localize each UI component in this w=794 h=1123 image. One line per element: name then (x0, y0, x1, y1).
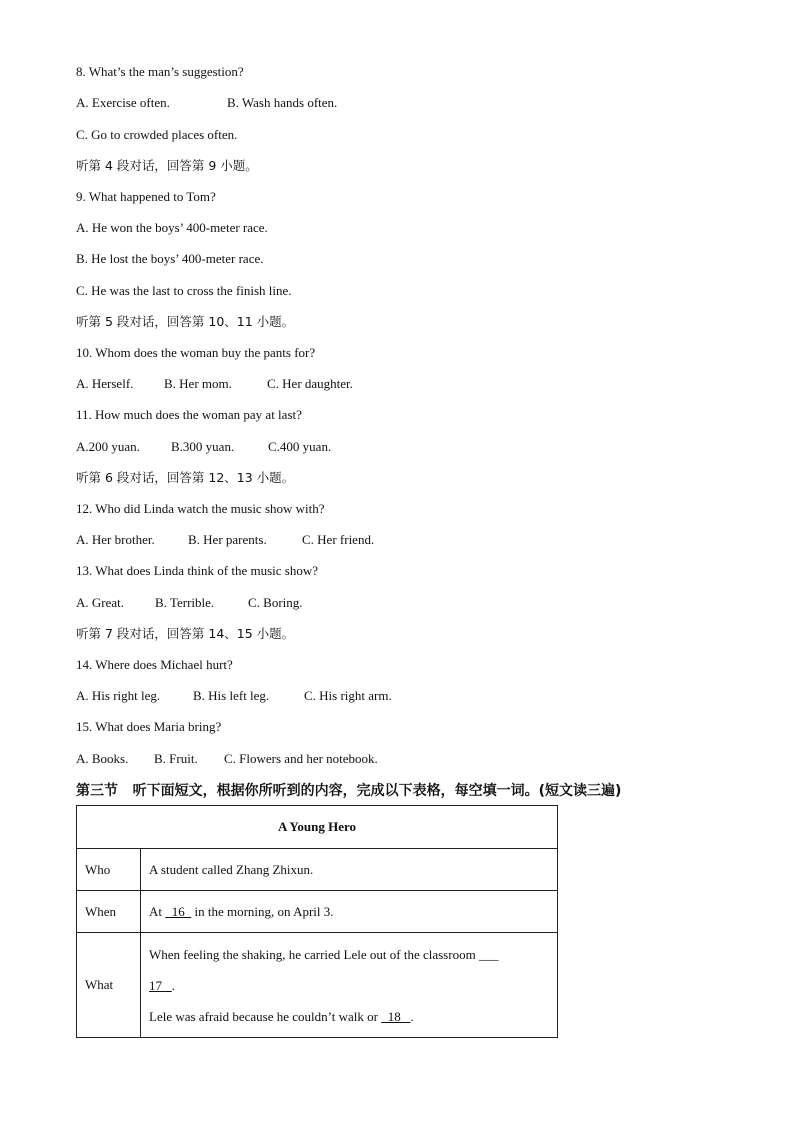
q10-option-b: B. Her mom. (164, 376, 232, 391)
q14-option-b: B. His left leg. (193, 688, 270, 703)
blank-18[interactable]: 18 (381, 1008, 411, 1024)
part3-heading: 第三节 听下面短文，根据你所听到的内容，完成以下表格，每空填一词。(短文读三遍) (76, 783, 622, 799)
q9-option-c: C. He was the last to cross the finish line. (76, 283, 292, 298)
q11-option-b: B.300 yuan. (171, 439, 235, 454)
section-4-instruction: 听第 4 段对话，回答第 9 小题。 (76, 158, 258, 173)
q12-stem: 12. Who did Linda watch the music show with? (76, 501, 325, 516)
q9-option-b: B. He lost the boys’ 400-meter race. (76, 251, 264, 266)
what-line-2: 17 . (149, 977, 175, 993)
when-suffix: in the morning, on April 3. (191, 903, 334, 919)
q9-stem: 9. What happened to Tom? (76, 189, 216, 204)
section-6-instruction: 听第 6 段对话，回答第 12、13 小题。 (76, 470, 295, 485)
when-value (141, 891, 558, 933)
q10-option-c: C. Her daughter. (267, 376, 353, 391)
q13-option-c: C. Boring. (248, 595, 303, 610)
q11-option-a: A.200 yuan. (76, 439, 140, 454)
what-value (141, 933, 558, 1038)
section-5-instruction: 听第 5 段对话，回答第 10、11 小题。 (76, 314, 295, 329)
q11-stem: 11. How much does the woman pay at last? (76, 407, 302, 422)
table-title: A Young Hero (77, 806, 558, 849)
q13-option-b: B. Terrible. (155, 595, 215, 610)
q14-option-a: A. His right leg. (76, 688, 161, 703)
q15-stem: 15. What does Maria bring? (76, 719, 222, 734)
q13-option-a: A. Great. (76, 595, 125, 610)
q14-option-c: C. His right arm. (304, 688, 392, 703)
who-value: A student called Zhang Zhixun. (141, 849, 558, 891)
hero-table (76, 805, 558, 1038)
q15-option-b: B. Fruit. (154, 751, 198, 766)
what-line-3: Lele was afraid because he couldn’t walk or 18 . (149, 1008, 414, 1024)
section-7-instruction: 听第 7 段对话，回答第 14、15 小题。 (76, 626, 295, 641)
q10-option-a: A. Herself. (76, 376, 134, 391)
blank-17-lead: ___ (478, 946, 499, 962)
who-label: Who (77, 849, 141, 891)
q11-option-c: C.400 yuan. (268, 439, 332, 454)
when-label: When (77, 891, 141, 933)
q8-option-c: C. Go to crowded places often. (76, 127, 238, 142)
when-prefix: At (149, 903, 166, 919)
q12-option-a: A. Her brother. (76, 532, 155, 547)
q13-stem: 13. What does Linda think of the music show? (76, 563, 319, 578)
q8-option-a: A. Exercise often. (76, 95, 170, 110)
blank-17[interactable]: 17 (149, 977, 172, 993)
blank-16[interactable]: 16 (165, 903, 192, 919)
what-line-1: When feeling the shaking, he carried Lele out of the classroom ___ (149, 946, 499, 962)
q9-option-a: A. He won the boys’ 400-meter race. (76, 220, 268, 235)
q15-option-a: A. Books. (76, 751, 129, 766)
q14-stem: 14. Where does Michael hurt? (76, 657, 233, 672)
q15-option-c: C. Flowers and her notebook. (224, 751, 378, 766)
what-label: What (77, 933, 141, 1038)
q12-option-b: B. Her parents. (188, 532, 267, 547)
q8-stem: 8. What’s the man’s suggestion? (76, 64, 244, 79)
q12-option-c: C. Her friend. (302, 532, 375, 547)
q10-stem: 10. Whom does the woman buy the pants for? (76, 345, 316, 360)
q8-option-b: B. Wash hands often. (227, 95, 338, 110)
